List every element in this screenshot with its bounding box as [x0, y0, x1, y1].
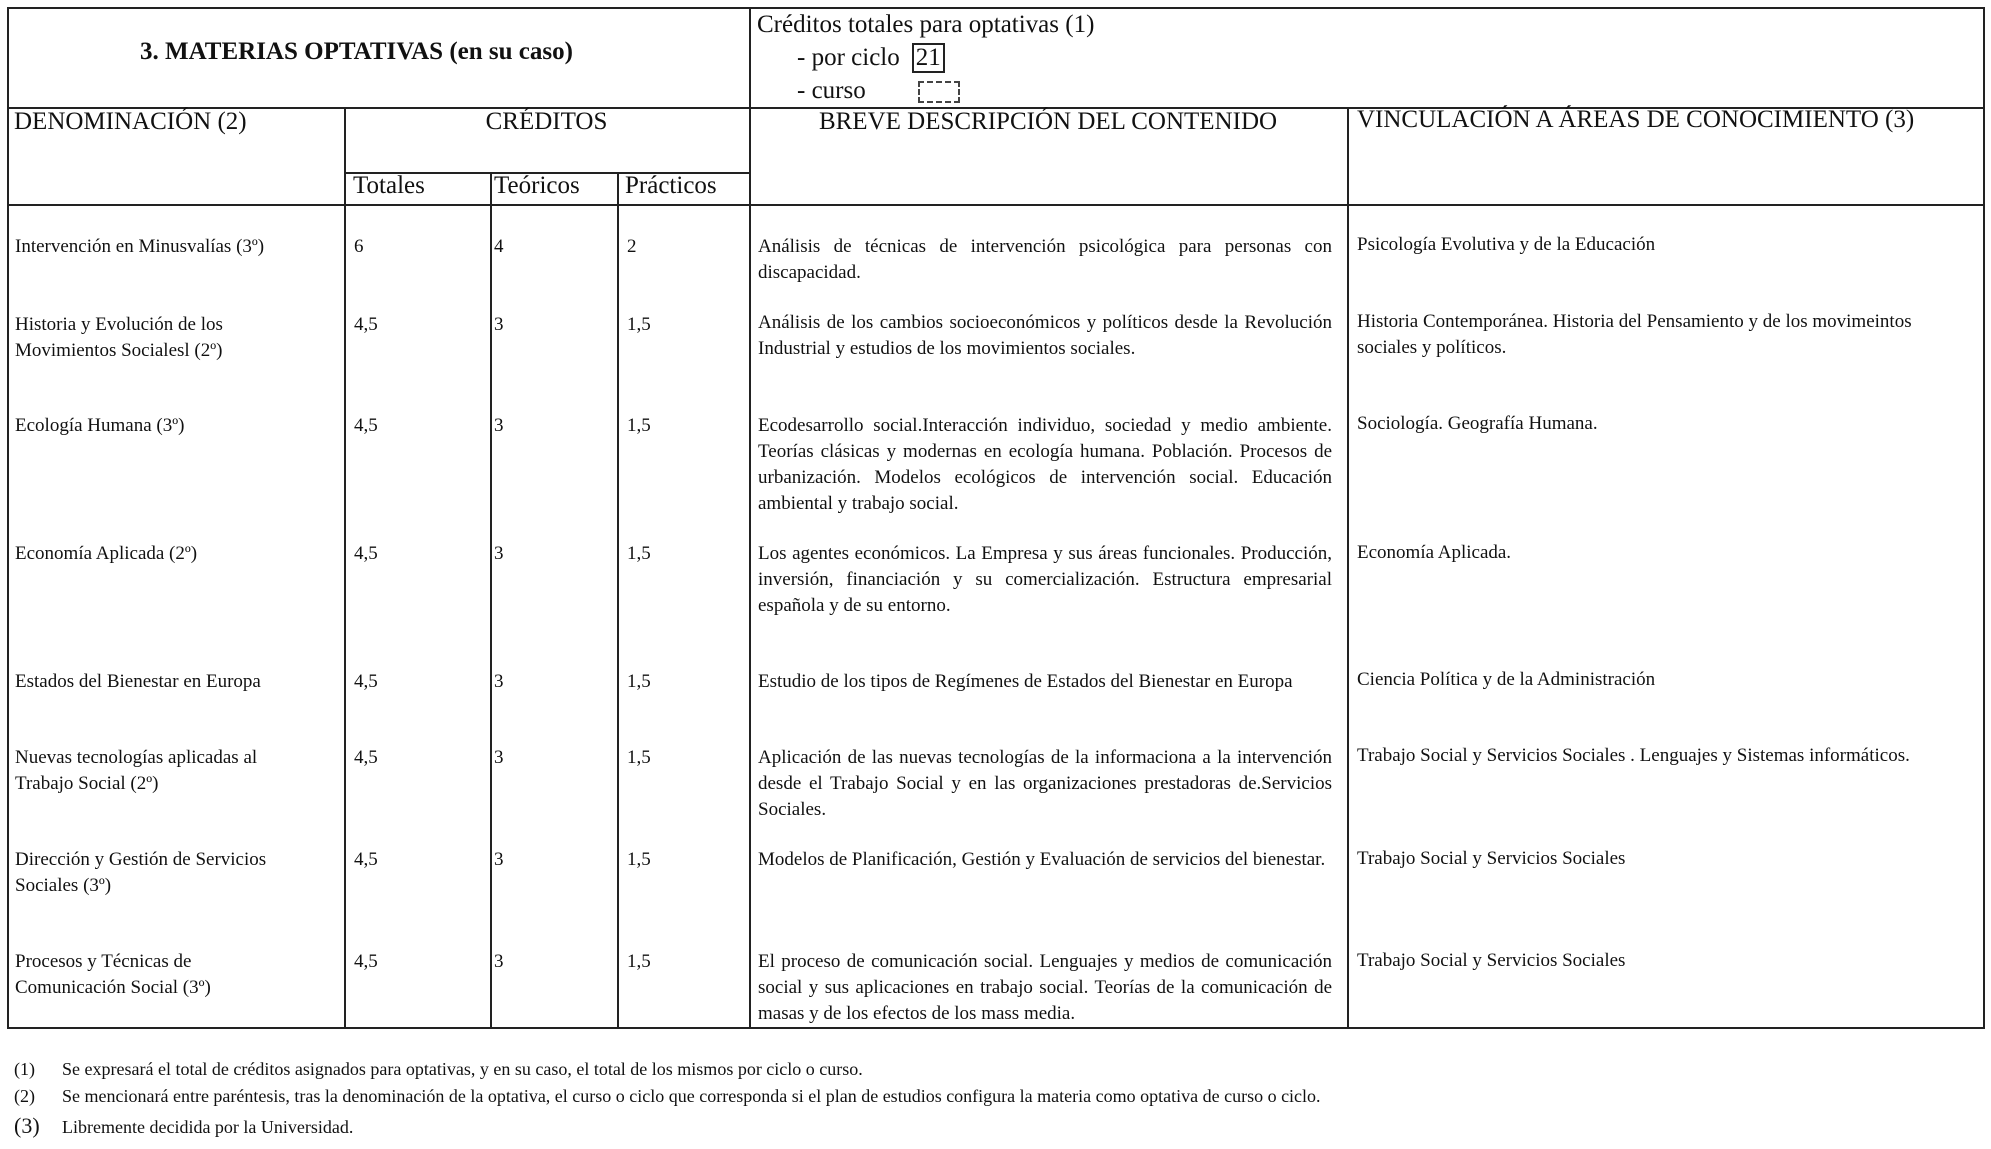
row-1-teoricos: 4	[494, 236, 504, 257]
row-1-name: Intervención en Minusvalías (3º)	[15, 236, 265, 257]
divider-denominacion	[344, 107, 346, 1029]
row-3-areas: Sociología. Geografía Humana.	[1357, 413, 1598, 434]
row-3-totales: 4,5	[354, 415, 378, 436]
row-4-practicos: 1,5	[627, 543, 651, 564]
section-title: 3. MATERIAS OPTATIVAS (en su caso)	[140, 38, 573, 65]
row-5-practicos: 1,5	[627, 671, 651, 692]
row-1-practicos: 2	[627, 236, 637, 257]
column-header-vinculacion: VINCULACIÓN A ÁREAS DE CONOCIMIENTO (3)	[1357, 106, 1915, 133]
per-cycle-label: - por ciclo	[797, 44, 900, 71]
row-6-practicos: 1,5	[627, 747, 651, 768]
row-8-descripcion: El proceso de comunicación social. Lenguajes y medios de comunicación social y sus aplicaciones en trabajo social. Teorías de la comunicación de masas y de los efectos de los mass media.	[758, 951, 1332, 1024]
credits-total-label: Créditos totales para optativas (1)	[757, 11, 1095, 38]
row-1-areas: Psicología Evolutiva y de la Educación	[1357, 234, 1656, 255]
row-7-descripcion: Modelos de Planificación, Gestión y Evaluación de servicios del bienestar.	[758, 849, 1326, 870]
row-7-name: Dirección y Gestión de Servicios Sociales (3º)	[15, 849, 267, 896]
row-8-teoricos: 3	[494, 951, 504, 972]
row-3-descripcion: Ecodesarrollo social.Interacción individuo, sociedad y medio ambiente. Teorías clásicas y modernas en ecología humana. Población. Procesos de urbanización. Modelos ecológicos de intervención social. Educación ambiental y trabajo social.	[758, 415, 1332, 514]
footnote-2	[14, 1086, 1321, 1107]
row-2-areas: Historia Contemporánea. Historia del Pensamiento y de los movimeintos sociales y políticos.	[1357, 311, 1912, 358]
column-header-descripcion: BREVE DESCRIPCIÓN DEL CONTENIDO	[818, 108, 1278, 135]
row-4-descripcion: Los agentes económicos. La Empresa y sus áreas funcionales. Producción, inversión, financiación y su comercialización. Estructura empresarial española y de su entorno.	[758, 543, 1332, 616]
per-course-line	[757, 74, 1094, 107]
row-4-name: Economía Aplicada (2º)	[15, 543, 198, 564]
divider-totales	[490, 172, 492, 1029]
row-6-teoricos: 3	[494, 747, 504, 768]
row-7-totales: 4,5	[354, 849, 378, 870]
row-6-areas: Trabajo Social y Servicios Sociales . Lenguajes y Sistemas informáticos.	[1357, 745, 1910, 766]
footnote-1-text: Se expresará el total de créditos asignados para optativas, y en su caso, el total de los mismos por ciclo o curso.	[62, 1059, 863, 1079]
row-5-areas: Ciencia Política y de la Administración	[1357, 669, 1656, 690]
footnote-1-number: (1)	[14, 1059, 35, 1079]
row-7-practicos: 1,5	[627, 849, 651, 870]
footnote-3-text: Libremente decidida por la Universidad.	[62, 1117, 354, 1137]
row-8-name: Procesos y Técnicas de Comunicación Social (3º)	[15, 951, 211, 998]
row-2-teoricos: 3	[494, 314, 504, 335]
per-cycle-line	[757, 41, 1094, 74]
row-2-totales: 4,5	[354, 314, 378, 335]
credits-summary	[757, 8, 1094, 107]
row-7-teoricos: 3	[494, 849, 504, 870]
per-course-value	[918, 81, 960, 103]
row-2-descripcion: Análisis de los cambios socioeconómicos y políticos desde la Revolución Industrial y estudios de los movimientos sociales.	[758, 312, 1332, 359]
divider-descripcion	[1347, 107, 1349, 1029]
footnote-3-number: (3)	[14, 1113, 40, 1138]
row-8-practicos: 1,5	[627, 951, 651, 972]
row-6-name: Nuevas tecnologías aplicadas al Trabajo Social (2º)	[15, 747, 258, 794]
row-6-totales: 4,5	[354, 747, 378, 768]
row-8-totales: 4,5	[354, 951, 378, 972]
row-2-practicos: 1,5	[627, 314, 651, 335]
row-4-totales: 4,5	[354, 543, 378, 564]
divider-creditos	[749, 7, 751, 1029]
divider-teoricos	[617, 172, 619, 1029]
column-header-totales: Totales	[353, 172, 425, 199]
column-header-divider	[7, 204, 1985, 206]
row-7-areas: Trabajo Social y Servicios Sociales	[1357, 848, 1626, 869]
row-1-totales: 6	[354, 236, 364, 257]
row-3-name: Ecología Humana (3º)	[15, 415, 185, 436]
row-8-areas: Trabajo Social y Servicios Sociales	[1357, 950, 1626, 971]
per-cycle-value: 21	[912, 43, 945, 73]
row-5-name: Estados del Bienestar en Europa	[15, 671, 261, 692]
column-header-denominacion: DENOMINACIÓN (2)	[14, 108, 247, 135]
column-header-practicos: Prácticos	[625, 172, 717, 199]
row-1-descripcion: Análisis de técnicas de intervención psicológica para personas con discapacidad.	[758, 236, 1332, 283]
row-5-totales: 4,5	[354, 671, 378, 692]
row-4-areas: Economía Aplicada.	[1357, 542, 1512, 563]
footnote-3	[14, 1113, 353, 1139]
row-6-descripcion: Aplicación de las nuevas tecnologías de la informaciona a la intervención desde el Trabajo Social y en las organizaciones prestadoras de.Servicios Sociales.	[758, 747, 1332, 820]
footnote-2-number: (2)	[14, 1086, 35, 1106]
row-3-practicos: 1,5	[627, 415, 651, 436]
row-5-descripcion: Estudio de los tipos de Regímenes de Estados del Bienestar en Europa	[758, 671, 1293, 692]
row-5-teoricos: 3	[494, 671, 504, 692]
row-4-teoricos: 3	[494, 543, 504, 564]
column-header-teoricos: Teóricos	[494, 172, 580, 199]
row-2-name: Historia y Evolución de los Movimientos Socialesl (2º)	[15, 314, 223, 361]
row-3-teoricos: 3	[494, 415, 504, 436]
footnote-1	[14, 1059, 863, 1080]
footnote-2-text: Se mencionará entre paréntesis, tras la denominación de la optativa, el curso o ciclo que corresponda si el plan de estudios configura la materia como optativa de curso o ciclo.	[62, 1086, 1321, 1106]
column-header-creditos: CRÉDITOS	[485, 108, 608, 135]
per-course-label: - curso	[797, 77, 866, 104]
